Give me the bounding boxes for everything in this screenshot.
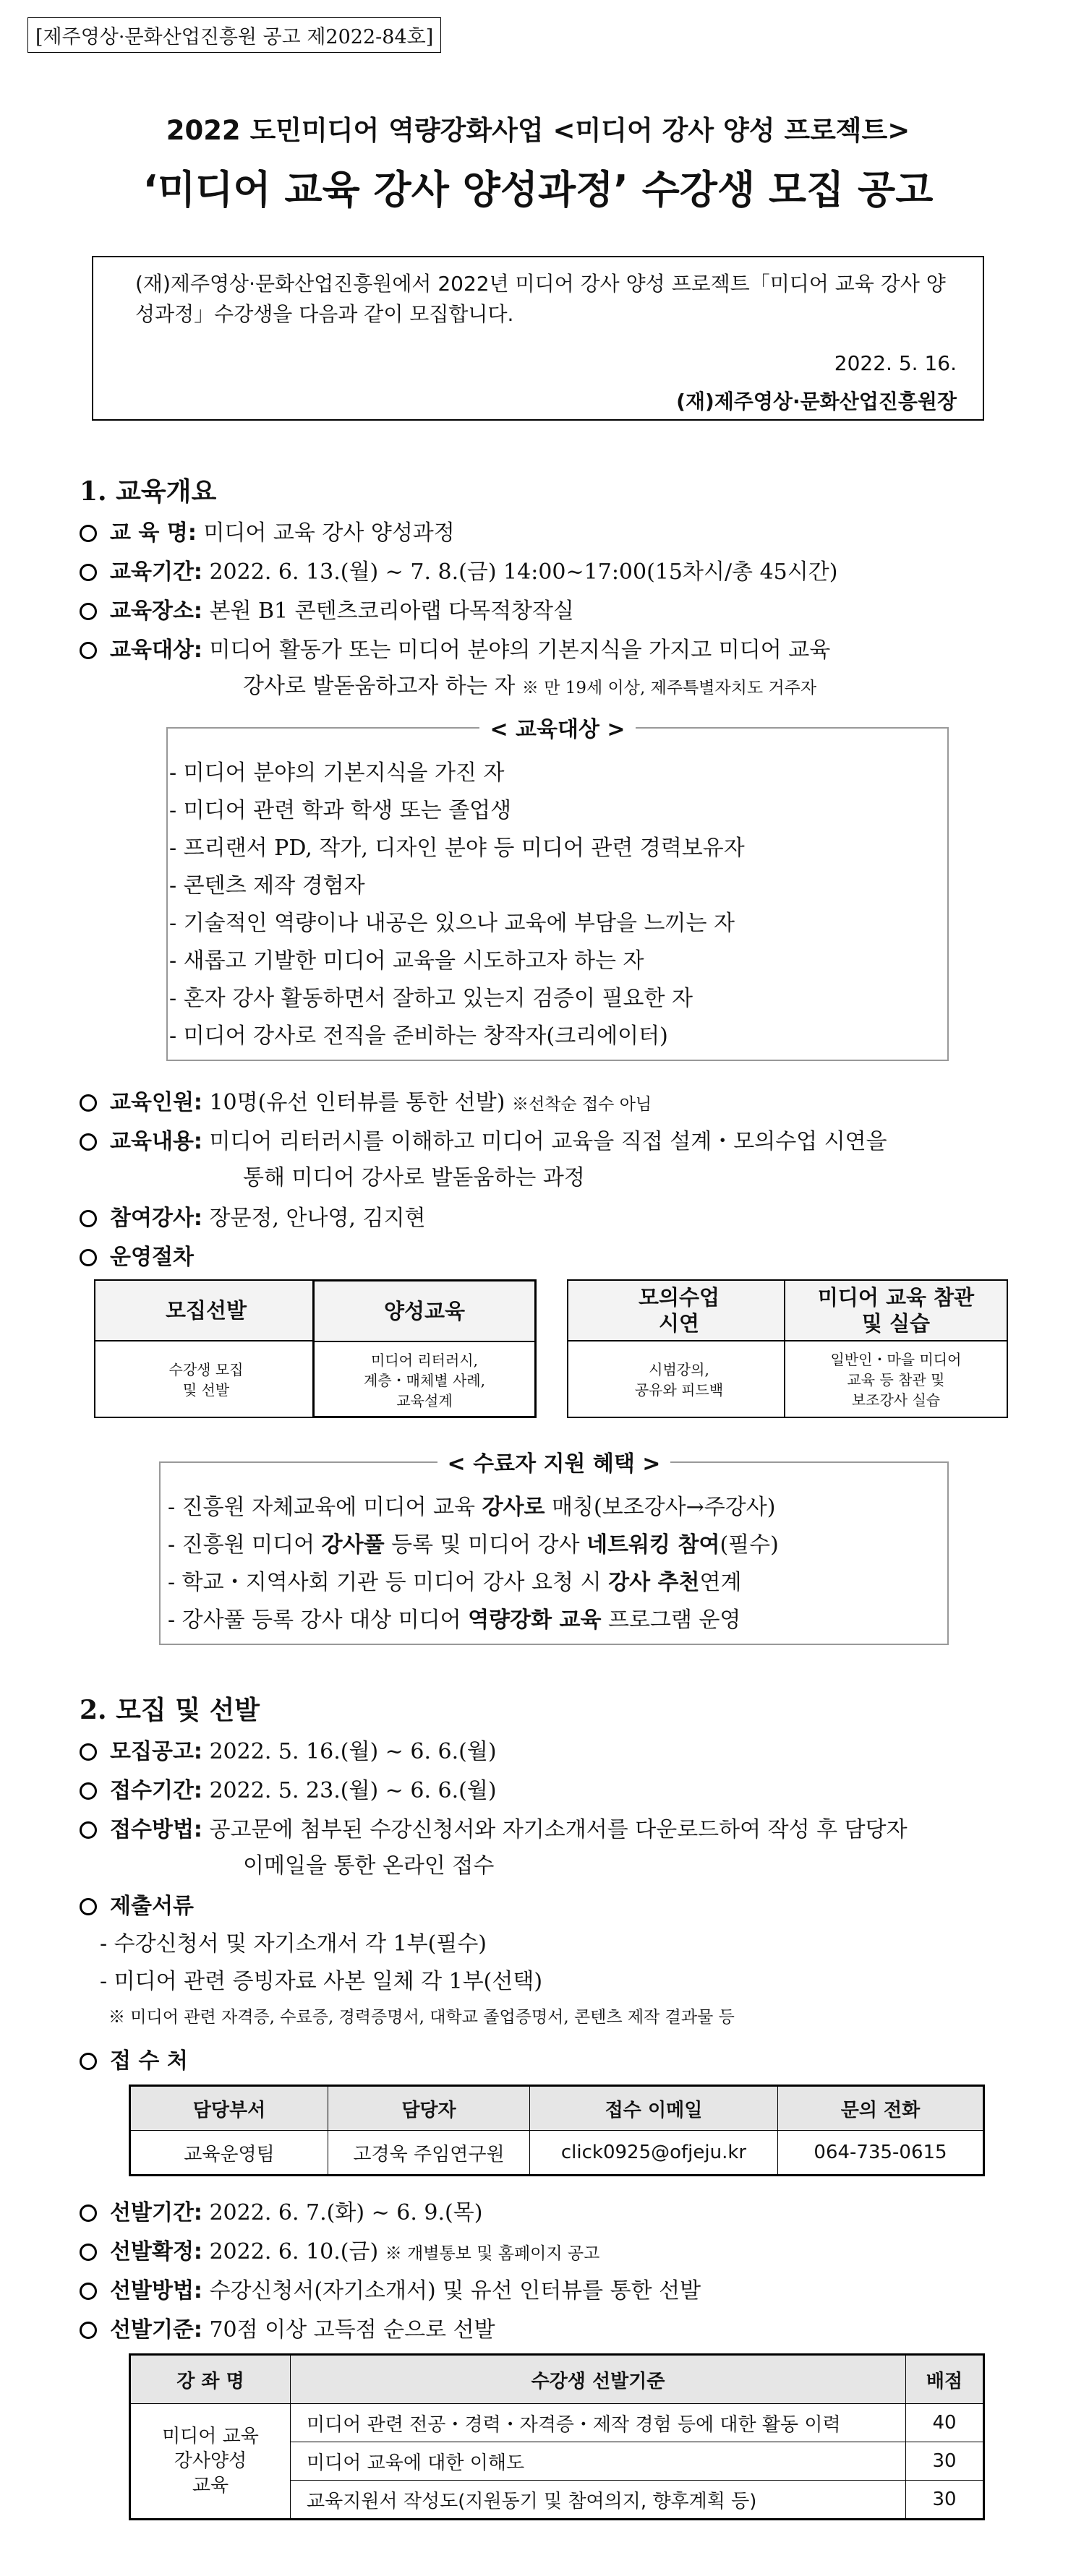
table-header: 담당자	[328, 2086, 530, 2131]
list-item: - 새롭고 기발한 미디어 교육을 시도하고자 하는 자	[169, 948, 644, 974]
criterion-cell: 미디어 교육에 대한 이해도	[291, 2442, 906, 2481]
process-step: 모집선발 수강생 모집 및 선발	[94, 1279, 318, 1418]
circle-bullet-icon	[80, 1210, 97, 1227]
target-box	[166, 717, 949, 1061]
item-selection-method: 선발방법: 수강신청서(자기소개서) 및 유선 인터뷰를 통한 선발	[80, 2272, 701, 2304]
circle-bullet-icon	[80, 2244, 97, 2261]
circle-bullet-icon	[80, 1743, 97, 1761]
circle-bullet-icon	[80, 564, 97, 581]
list-item: - 미디어 분야의 기본지식을 가진 자	[169, 760, 505, 786]
circle-bullet-icon	[80, 1821, 97, 1839]
contact-email: click0925@ofjeju.kr	[530, 2131, 778, 2176]
list-item: - 미디어 강사로 전직을 준비하는 창작자(크리에이터)	[169, 1023, 668, 1049]
notice-date: 2022. 5. 16.	[834, 351, 957, 375]
list-item: - 진흥원 미디어 강사풀 등록 및 미디어 강사 네트워킹 참여(필수)	[168, 1532, 779, 1558]
contact-phone: 064-735-0615	[778, 2131, 984, 2176]
table-cell: 고경욱 주임연구원	[328, 2131, 530, 2176]
criteria-table	[129, 2353, 985, 2520]
benefit-box	[159, 1451, 949, 1645]
score-cell: 40	[906, 2404, 984, 2442]
circle-bullet-icon	[80, 1249, 97, 1266]
circle-bullet-icon	[80, 2322, 97, 2339]
item-content: 교육내용: 미디어 리터러시를 이해하고 미디어 교육을 직접 설계・모의수업 시연을	[80, 1123, 887, 1155]
item-receipt-method-cont: 이메일을 통한 온라인 접수	[243, 1853, 495, 1879]
item-place: 교육장소: 본원 B1 콘텐츠코리아랩 다목적창작실	[80, 593, 574, 624]
contact-table	[129, 2085, 985, 2176]
list-item: - 미디어 관련 학과 학생 또는 졸업생	[169, 798, 512, 823]
table-header: 접수 이메일	[530, 2086, 778, 2131]
list-item: - 콘텐츠 제작 경험자	[169, 873, 365, 898]
benefit-box-title: < 수료자 지원 혜택 >	[437, 1451, 671, 1477]
item-office: 접 수 처	[80, 2043, 188, 2074]
item-receipt-period: 접수기간: 2022. 5. 23.(월) ~ 6. 6.(월)	[80, 1772, 497, 1804]
section-1-heading: 1. 교육개요	[80, 476, 217, 507]
issuer-name: (재)제주영상·문화산업진흥원장	[676, 390, 957, 413]
circle-bullet-icon	[80, 1133, 97, 1151]
table-row	[130, 2131, 984, 2176]
item-target: 교육대상: 미디어 활동가 또는 미디어 분야의 기본지식을 가지고 미디어 교육	[80, 632, 830, 664]
documents-note: ※ 미디어 관련 자격증, 수료증, 경력증명서, 대학교 졸업증명서, 콘텐츠 제작 결과물 등	[108, 2008, 735, 2027]
title-subheading: 2022 도민미디어 역량강화사업 <미디어 강사 양성 프로젝트>	[166, 115, 910, 146]
score-cell: 30	[906, 2442, 984, 2481]
table-header: 강 좌 명	[130, 2355, 291, 2404]
table-header: 담당부서	[130, 2086, 328, 2131]
circle-bullet-icon	[80, 525, 97, 542]
circle-bullet-icon	[80, 2204, 97, 2222]
notice-number: [제주영상·문화산업진흥원 공고 제2022-84호]	[27, 17, 441, 53]
process-step: 미디어 교육 참관 및 실습 일반인・마을 미디어 교육 등 참관 및 보조강사 실습	[784, 1279, 1008, 1418]
score-cell: 30	[906, 2481, 984, 2520]
circle-bullet-icon	[80, 1782, 97, 1800]
list-item: - 수강신청서 및 자기소개서 각 1부(필수)	[100, 1931, 487, 1957]
list-item: - 프리랜서 PD, 작가, 디자인 분야 등 미디어 관련 경력보유자	[169, 836, 745, 861]
process-step: 모의수업 시연 시범강의, 공유와 피드백	[567, 1279, 791, 1418]
item-selection-criteria: 선발기준: 70점 이상 고득점 순으로 선발	[80, 2311, 495, 2343]
item-documents: 제출서류	[80, 1888, 194, 1920]
item-selection-period: 선발기간: 2022. 6. 7.(화) ~ 6. 9.(목)	[80, 2194, 482, 2226]
item-period: 교육기간: 2022. 6. 13.(월) ~ 7. 8.(금) 14:00~17:00(15차시/총 45시간)	[80, 554, 837, 585]
table-header: 수강생 선발기준	[291, 2355, 906, 2404]
item-selection-confirm: 선발확정: 2022. 6. 10.(금) ※ 개별통보 및 홈페이지 공고	[80, 2233, 599, 2265]
list-item: - 기술적인 역량이나 내공은 있으나 교육에 부담을 느끼는 자	[169, 911, 735, 936]
item-count: 교육인원: 10명(유선 인터뷰를 통한 선발) ※선착순 접수 아님	[80, 1084, 652, 1116]
list-item: - 진흥원 자체교육에 미디어 교육 강사로 매칭(보조강사→주강사)	[168, 1495, 776, 1520]
list-item: - 미디어 관련 증빙자료 사본 일체 각 1부(선택)	[100, 1969, 543, 1994]
table-header: 배점	[906, 2355, 984, 2404]
item-process: 운영절차	[80, 1239, 194, 1271]
item-target-cont: 강사로 발돋움하고자 하는 자 ※ 만 19세 이상, 제주특별자치도 거주자	[243, 674, 817, 699]
item-course-name: 교 육 명: 미디어 교육 강사 양성과정	[80, 515, 455, 546]
item-notice-period: 모집공고: 2022. 5. 16.(월) ~ 6. 6.(월)	[80, 1733, 497, 1765]
table-header: 문의 전화	[778, 2086, 984, 2131]
table-row	[130, 2404, 984, 2442]
section-2-heading: 2. 모집 및 선발	[80, 1695, 260, 1725]
course-name-cell: 미디어 교육 강사양성 교육	[130, 2404, 291, 2520]
page-title: ‘미디어 교육 강사 양성과정’ 수강생 모집 공고	[142, 167, 934, 212]
circle-bullet-icon	[80, 1094, 97, 1112]
circle-bullet-icon	[80, 2283, 97, 2300]
target-box-title: < 교육대상 >	[479, 717, 635, 742]
list-item: - 혼자 강사 활동하면서 잘하고 있는지 검증이 필요한 자	[169, 986, 693, 1011]
item-receipt-method: 접수방법: 공고문에 첨부된 수강신청서와 자기소개서를 다운로드하여 작성 후 담당자	[80, 1811, 908, 1843]
circle-bullet-icon	[80, 1898, 97, 1915]
criterion-cell: 교육지원서 작성도(지원동기 및 참여의지, 향후계획 등)	[291, 2481, 906, 2520]
circle-bullet-icon	[80, 603, 97, 620]
circle-bullet-icon	[80, 642, 97, 659]
list-item: - 강사풀 등록 강사 대상 미디어 역량강화 교육 프로그램 운영	[168, 1607, 741, 1633]
intro-text: (재)제주영상·문화산업진흥원에서 2022년 미디어 강사 양성 프로젝트「미디어 교육 강사 양성과정」수강생을 다음과 같이 모집합니다.	[135, 272, 946, 326]
intro-box	[92, 256, 984, 421]
criterion-cell: 미디어 관련 전공・경력・자격증・제작 경험 등에 대한 활동 이력	[291, 2404, 906, 2442]
item-lecturers: 참여강사: 장문정, 안나영, 김지현	[80, 1200, 425, 1232]
list-item: - 학교・지역사회 기관 등 미디어 강사 요청 시 강사 추천연계	[168, 1570, 742, 1595]
process-step: 양성교육 미디어 리터러시, 계층・매체별 사례, 교육설계	[312, 1279, 537, 1418]
circle-bullet-icon	[80, 2053, 97, 2070]
table-cell: 교육운영팀	[130, 2131, 328, 2176]
item-content-cont: 통해 미디어 강사로 발돋움하는 과정	[243, 1165, 585, 1190]
